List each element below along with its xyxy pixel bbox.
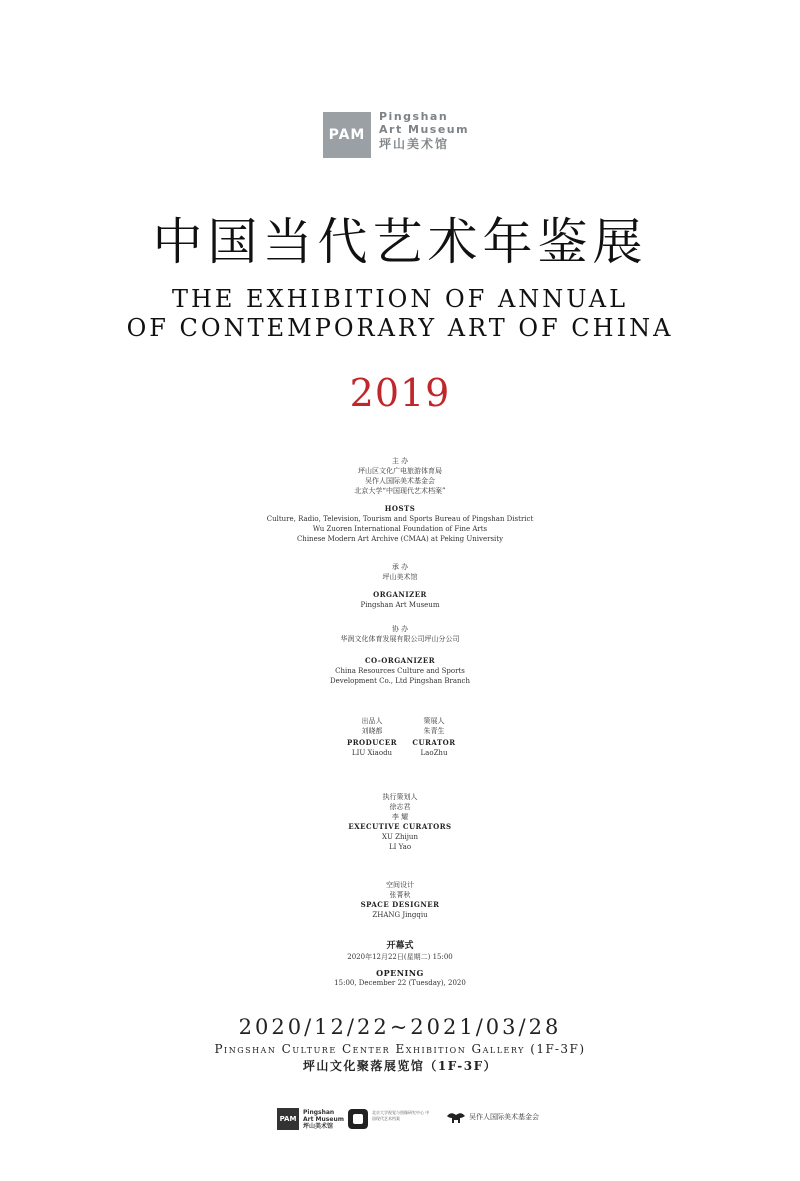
space-en: ZHANG Jingqiu — [372, 911, 428, 919]
organizer-section — [0, 562, 800, 610]
exec-en-2: LI Yao — [388, 843, 412, 851]
organizer-cn: 坪山美术馆 — [382, 573, 418, 581]
exec-cn-1: 徐志君 — [389, 803, 411, 811]
curator-en: LaoZhu — [420, 749, 448, 757]
footer-cmaa-text: 北京大学视觉与图像研究中心 中国现代艺术档案 — [372, 1110, 430, 1121]
executive-curators-section — [0, 792, 800, 852]
producer-cn: 刘晓都 — [361, 727, 383, 735]
producer-cn-label: 出品人 — [361, 717, 383, 725]
host-cn-3: 北京大学“中国现代艺术档案” — [354, 487, 446, 495]
exec-cn-label: 执行策划人 — [382, 793, 418, 801]
coorganizer-en-1: China Resources Culture and Sports — [335, 667, 465, 675]
opening-cn: 2020年12月22日(星期二) 15:00 — [347, 953, 453, 961]
curator-cn: 朱青生 — [423, 727, 445, 735]
title-english-line-1: THE EXHIBITION OF ANNUAL — [171, 285, 629, 313]
space-cn: 张菁秋 — [389, 891, 411, 899]
footer-pam-cn: 坪山美术馆 — [303, 1123, 334, 1130]
host-cn-2: 吴作人国际美术基金会 — [365, 477, 435, 485]
curator-cn-label: 策展人 — [423, 717, 445, 725]
exec-en-label: EXECUTIVE CURATORS — [348, 822, 452, 831]
cmaa-icon — [348, 1109, 368, 1129]
producer-en: LIU Xiaodu — [351, 749, 393, 757]
footer-logo-wuzuoren — [445, 1108, 539, 1130]
footer-logo-cmaa — [348, 1108, 438, 1130]
opening-section — [0, 940, 800, 988]
hosts-en-label: HOSTS — [384, 504, 416, 513]
opening-en-label: OPENING — [376, 968, 424, 978]
curator-section — [379, 716, 489, 758]
logo-en-2: Art Museum — [379, 123, 470, 136]
producer-en-label: PRODUCER — [346, 738, 398, 747]
opening-cn-label: 开幕式 — [386, 941, 414, 951]
exec-en-1: XU Zhijun — [382, 833, 418, 841]
coorganizer-cn: 华润文化体育发展有限公司坪山分公司 — [340, 635, 460, 643]
venue-chinese: 坪山文化聚落展览馆（1F-3F） — [302, 1059, 498, 1073]
host-cn-1: 坪山区文化广电旅游体育局 — [358, 467, 442, 475]
footer-logo-pam — [277, 1108, 347, 1130]
coorganizer-en-2: Development Co., Ltd Pingshan Branch — [330, 677, 470, 685]
logo-en-1: Pingshan — [379, 110, 449, 123]
title-chinese: 中国当代艺术年鉴展 — [152, 213, 648, 271]
footer-pam-en-1: Pingshan — [303, 1109, 335, 1116]
opening-en: 15:00, December 22 (Tuesday), 2020 — [334, 979, 466, 987]
exec-cn-2: 李 耀 — [391, 813, 409, 821]
host-en-2: Wu Zuoren International Foundation of Fine Arts — [312, 525, 488, 533]
bull-icon — [445, 1110, 467, 1126]
logo-cn: 坪山美术馆 — [379, 137, 450, 151]
pam-logo-mark: PAM — [323, 112, 371, 158]
hosts-section — [0, 456, 800, 544]
curator-en-label: CURATOR — [412, 738, 456, 747]
footer-wuzuoren-text: 吴作人国际美术基金会 — [469, 1113, 539, 1121]
coorganizer-section — [0, 624, 800, 686]
hosts-cn-label: 主 办 — [391, 457, 409, 465]
organizer-en: Pingshan Art Museum — [360, 601, 440, 609]
logo-text — [379, 110, 469, 152]
space-cn-label: 空间设计 — [386, 881, 414, 889]
host-en-1: Culture, Radio, Television, Tourism and Sports Bureau of Pingshan District — [266, 515, 534, 523]
exhibition-year: 2019 — [349, 371, 451, 415]
coorganizer-cn-label: 协 办 — [391, 625, 409, 633]
venue-english: Pingshan Culture Center Exhibition Gallery (1F-3F) — [214, 1042, 586, 1056]
exhibition-dates: 2020/12/22~2021/03/28 — [238, 1015, 562, 1039]
footer-pam-en-2: Art Museum — [303, 1116, 344, 1123]
organizer-en-label: ORGANIZER — [373, 590, 427, 599]
footer-pam-mark: PAM — [277, 1108, 299, 1130]
space-designer-section — [0, 880, 800, 920]
title-english-line-2: OF CONTEMPORARY ART OF CHINA — [126, 314, 674, 342]
museum-logo — [323, 110, 483, 158]
host-en-3: Chinese Modern Art Archive (CMAA) at Peking University — [296, 535, 504, 543]
organizer-cn-label: 承 办 — [391, 563, 409, 571]
space-en-label: SPACE DESIGNER — [360, 900, 440, 909]
coorganizer-en-label: CO-ORGANIZER — [364, 656, 436, 665]
